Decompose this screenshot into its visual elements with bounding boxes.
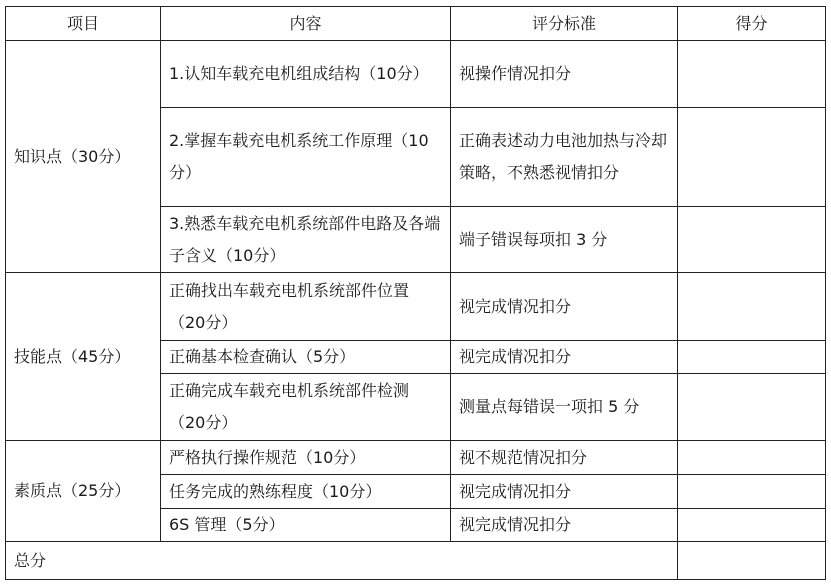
category-quality: 素质点（25分）	[6, 441, 161, 542]
score-cell[interactable]	[678, 441, 826, 475]
content-cell: 正确基本检查确认（5分）	[161, 341, 451, 374]
criteria-cell: 测量点每错误一项扣 5 分	[451, 374, 678, 441]
score-cell[interactable]	[678, 509, 826, 542]
content-cell: 任务完成的熟练程度（10分）	[161, 475, 451, 509]
criteria-cell: 视完成情况扣分	[451, 273, 678, 341]
score-cell[interactable]	[678, 108, 826, 207]
header-content: 内容	[161, 7, 451, 41]
criteria-cell: 视完成情况扣分	[451, 509, 678, 542]
score-cell[interactable]	[678, 374, 826, 441]
content-cell: 严格执行操作规范（10分）	[161, 441, 451, 475]
criteria-cell: 正确表述动力电池加热与冷却策略，不熟悉视情扣分	[451, 108, 678, 207]
table-row	[6, 441, 826, 475]
score-cell[interactable]	[678, 341, 826, 374]
score-cell[interactable]	[678, 207, 826, 273]
content-cell: 正确找出车载充电机系统部件位置（20分）	[161, 273, 451, 341]
criteria-cell: 视完成情况扣分	[451, 475, 678, 509]
score-cell[interactable]	[678, 273, 826, 341]
score-cell[interactable]	[678, 41, 826, 108]
table-row	[6, 41, 826, 108]
total-score-cell[interactable]	[678, 542, 826, 580]
header-criteria: 评分标准	[451, 7, 678, 41]
table-row	[6, 273, 826, 341]
category-knowledge: 知识点（30分）	[6, 41, 161, 273]
content-cell: 6S 管理（5分）	[161, 509, 451, 542]
grading-table	[5, 6, 826, 580]
content-cell: 1.认知车载充电机组成结构（10分）	[161, 41, 451, 108]
header-item: 项目	[6, 7, 161, 41]
criteria-cell: 端子错误每项扣 3 分	[451, 207, 678, 273]
criteria-cell: 视不规范情况扣分	[451, 441, 678, 475]
content-cell: 2.掌握车载充电机系统工作原理（10分）	[161, 108, 451, 207]
total-label: 总分	[6, 542, 678, 580]
content-cell: 3.熟悉车载充电机系统部件电路及各端子含义（10分）	[161, 207, 451, 273]
header-score: 得分	[678, 7, 826, 41]
score-cell[interactable]	[678, 475, 826, 509]
total-row	[6, 542, 826, 580]
content-cell: 正确完成车载充电机系统部件检测（20分）	[161, 374, 451, 441]
criteria-cell: 视操作情况扣分	[451, 41, 678, 108]
category-skill: 技能点（45分）	[6, 273, 161, 441]
header-row	[6, 7, 826, 41]
criteria-cell: 视完成情况扣分	[451, 341, 678, 374]
